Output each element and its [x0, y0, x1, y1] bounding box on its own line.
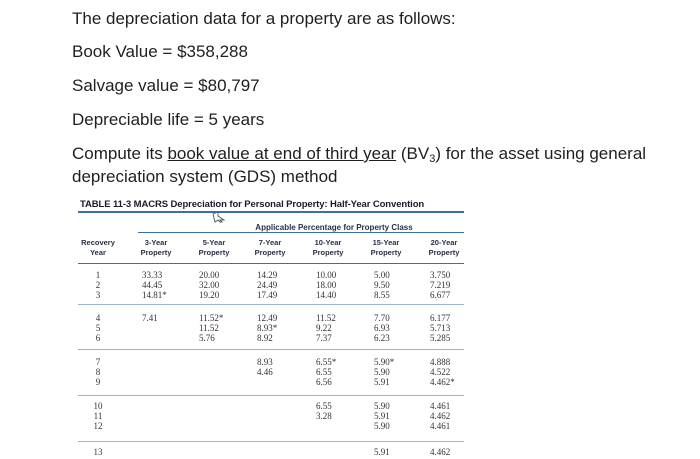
group-divider-3	[78, 395, 464, 396]
table-cell: 14.81*	[142, 290, 167, 300]
table-cell: 5.713	[430, 323, 451, 333]
table-cell: 5.90*	[374, 357, 395, 367]
table-cell: 7.219	[430, 280, 451, 290]
table-cell-year: 12	[93, 421, 103, 431]
table-cell-year: 7	[95, 357, 101, 367]
table-cell: 4.461	[430, 401, 451, 411]
table-cell: 24.49	[257, 280, 278, 290]
task-prefix: Compute its	[72, 144, 168, 163]
table-cell: 4.462	[430, 447, 451, 457]
table-cell: 5.90	[374, 367, 390, 377]
col-header-5-year	[194, 238, 234, 258]
task-underlined: book value at end of third year	[167, 144, 397, 163]
header-bottom-rule	[78, 263, 464, 264]
table-cell: 6.177	[430, 313, 451, 323]
table-cell: 6.93	[374, 323, 390, 333]
table-cell: 7.70	[374, 313, 390, 323]
col-header-line: Property	[140, 248, 172, 257]
table-cell: 5.91	[374, 377, 390, 387]
table-cell: 3.750	[430, 270, 451, 280]
table-cell: 9.50	[374, 280, 390, 290]
col-header-10-year	[308, 238, 348, 258]
group-header-rule	[138, 232, 464, 233]
table-cell-year: 5	[95, 323, 101, 333]
table-cell-year: 9	[95, 377, 101, 387]
table-cell: 4.461	[430, 421, 451, 431]
col-header-line: Property	[312, 248, 344, 257]
task-suffix: ) for the asset using general	[435, 144, 647, 163]
table-cell: 5.90	[374, 401, 390, 411]
table-cell: 8.93	[257, 357, 273, 367]
group-divider-4	[78, 441, 464, 442]
table-cell: 8.92	[257, 333, 273, 343]
table-cell: 6.56	[316, 377, 332, 387]
col-header-line: 10-Year	[314, 238, 342, 247]
col-header-line: Property	[370, 248, 402, 257]
table-cell-year: 13	[93, 447, 103, 457]
table-cell: 4.462	[430, 411, 451, 421]
col-header-7-year	[250, 238, 290, 258]
table-cell-year: 10	[93, 401, 103, 411]
col-header-line: Property	[428, 248, 460, 257]
col-header-line: Year	[90, 248, 106, 257]
col-header-line: Property	[254, 248, 286, 257]
table-cell: 8.55	[374, 290, 390, 300]
table-cell: 5.76	[199, 333, 215, 343]
col-header-line: 20-Year	[430, 238, 458, 247]
col-header-15-year	[366, 238, 406, 258]
table-cell: 11.52	[316, 313, 336, 323]
group-divider-2	[78, 349, 464, 350]
table-cell: 5.91	[374, 411, 390, 421]
table-cell-year: 4	[95, 313, 101, 323]
table-cell-year: 1	[95, 270, 101, 280]
table-cell: 5.90	[374, 421, 390, 431]
group-divider-1	[78, 304, 464, 305]
depreciable-life-line: Depreciable life = 5 years	[72, 110, 265, 129]
task-bv: (BV	[396, 144, 430, 163]
table-cell: 6.677	[430, 290, 451, 300]
table-cell: 4.522	[430, 367, 451, 377]
salvage-value-line: Salvage value = $80,797	[72, 76, 260, 95]
col-header-line: 3-Year	[144, 238, 168, 247]
table-cell: 11.52	[199, 323, 219, 333]
table-cell: 18.00	[316, 280, 337, 290]
table-cell-year: 6	[95, 333, 101, 343]
table-cell-year: 3	[95, 290, 101, 300]
col-header-20-year	[424, 238, 464, 258]
question-intro: The depreciation data for a property are as follows:	[72, 9, 456, 28]
book-value-line: Book Value = $358,288	[72, 42, 248, 61]
table-cell: 7.41	[142, 313, 158, 323]
table-cell: 5.00	[374, 270, 390, 280]
col-header-line: 15-Year	[372, 238, 400, 247]
table-cell: 14.29	[257, 270, 278, 280]
task-bv-subscript: 3	[429, 153, 436, 165]
table-cell: 19.20	[199, 290, 220, 300]
col-header-line: Recovery	[81, 238, 115, 247]
table-cell: 12.49	[257, 313, 278, 323]
table-cell: 5.285	[430, 333, 451, 343]
table-cell: 9.22	[316, 323, 332, 333]
table-cell-year: 11	[93, 411, 103, 421]
table-cell: 4.888	[430, 357, 451, 367]
col-header-3-year	[136, 238, 176, 258]
col-header-line: Property	[198, 248, 230, 257]
col-header-line: 5-Year	[202, 238, 226, 247]
table-cell: 7.37	[316, 333, 332, 343]
table-cell-year: 2	[95, 280, 101, 290]
table-cell: 32.00	[199, 280, 220, 290]
table-cell: 4.462*	[430, 377, 455, 387]
table-cell: 8.93*	[257, 323, 278, 333]
task-line-1	[72, 144, 646, 165]
caption-rule	[78, 211, 464, 213]
table-caption: TABLE 11-3 MACRS Depreciation for Personal Property: Half-Year Convention	[80, 199, 425, 210]
table-cell-year: 8	[95, 367, 101, 377]
table-cell: 44.45	[142, 280, 163, 290]
col-header-recovery-year	[76, 238, 120, 258]
task-line-2: depreciation system (GDS) method	[72, 167, 338, 186]
table-cell: 4.46	[257, 367, 273, 377]
table-cell: 10.00	[316, 270, 337, 280]
table-cell: 11.52*	[199, 313, 224, 323]
table-cell: 6.55	[316, 401, 332, 411]
table-cell: 6.55*	[316, 357, 337, 367]
table-cell: 6.55	[316, 367, 332, 377]
table-cell: 17.49	[257, 290, 278, 300]
table-cell: 14.40	[316, 290, 337, 300]
col-header-line: 7-Year	[258, 238, 282, 247]
table-cell: 20.00	[199, 270, 220, 280]
table-cell: 5.91	[374, 447, 390, 457]
table-cell: 3.28	[316, 411, 332, 421]
group-header: Applicable Percentage for Property Class	[255, 223, 413, 232]
table-cell: 33.33	[142, 270, 163, 280]
table-cell: 6.23	[374, 333, 390, 343]
